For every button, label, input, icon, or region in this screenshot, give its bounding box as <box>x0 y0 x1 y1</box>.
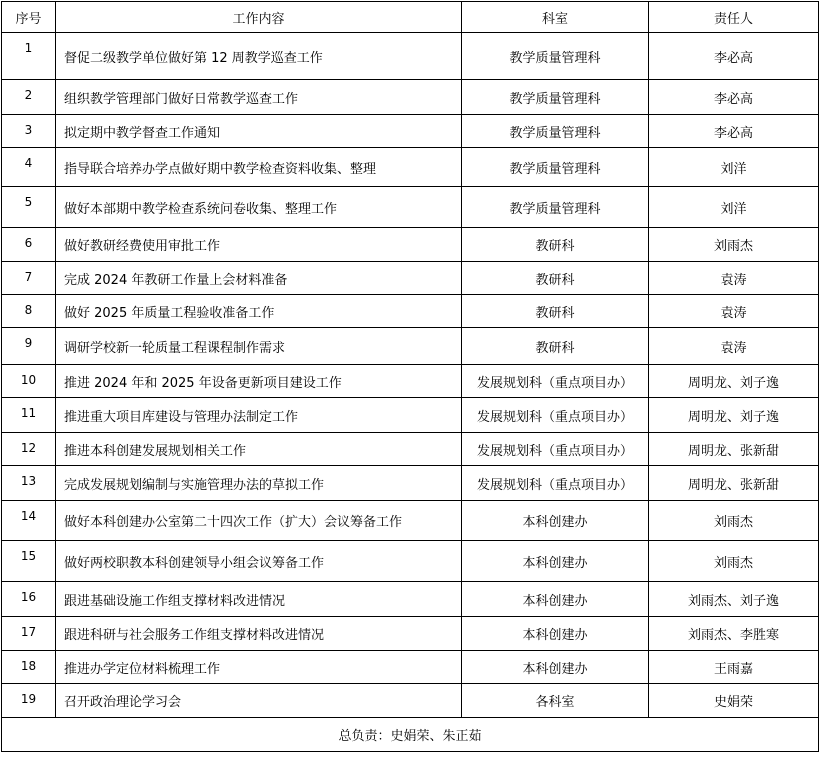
work-content: 做好 2025 年质量工程验收准备工作 <box>56 295 462 328</box>
department: 教研科 <box>462 228 649 262</box>
department: 教学质量管理科 <box>462 187 649 228</box>
department: 各科室 <box>462 684 649 718</box>
department: 本科创建办 <box>462 541 649 582</box>
table-row <box>2 617 819 651</box>
work-content: 跟进基础设施工作组支撑材料改进情况 <box>56 582 462 617</box>
row-number: 15 <box>2 541 56 582</box>
table-row <box>2 228 819 262</box>
department: 发展规划科（重点项目办） <box>462 433 649 466</box>
department: 本科创建办 <box>462 501 649 541</box>
table-row <box>2 433 819 466</box>
row-number: 16 <box>2 582 56 617</box>
table-row <box>2 115 819 148</box>
department: 发展规划科（重点项目办） <box>462 466 649 501</box>
table-row <box>2 80 819 115</box>
responsible-person: 周明龙、张新甜 <box>649 433 819 466</box>
table-body <box>2 33 819 718</box>
work-content: 推进重大项目库建设与管理办法制定工作 <box>56 398 462 433</box>
row-number: 14 <box>2 501 56 541</box>
table-row <box>2 466 819 501</box>
row-number: 6 <box>2 228 56 262</box>
department: 本科创建办 <box>462 617 649 651</box>
work-content: 做好本科创建办公室第二十四次工作（扩大）会议筹备工作 <box>56 501 462 541</box>
responsible-person: 周明龙、张新甜 <box>649 466 819 501</box>
responsible-person: 史娟荣 <box>649 684 819 718</box>
department: 教研科 <box>462 262 649 295</box>
responsible-person: 周明龙、刘子逸 <box>649 365 819 398</box>
table-header-row <box>2 2 819 33</box>
table-row <box>2 262 819 295</box>
row-number: 3 <box>2 115 56 148</box>
work-content: 拟定期中教学督查工作通知 <box>56 115 462 148</box>
work-content: 调研学校新一轮质量工程课程制作需求 <box>56 328 462 365</box>
work-content: 做好教研经费使用审批工作 <box>56 228 462 262</box>
work-content: 召开政治理论学习会 <box>56 684 462 718</box>
work-content: 完成 2024 年教研工作量上会材料准备 <box>56 262 462 295</box>
department: 本科创建办 <box>462 582 649 617</box>
row-number: 8 <box>2 295 56 328</box>
row-number: 9 <box>2 328 56 365</box>
header-dept: 科室 <box>462 2 649 33</box>
table-row <box>2 365 819 398</box>
work-content: 指导联合培养办学点做好期中教学检查资料收集、整理 <box>56 148 462 187</box>
row-number: 11 <box>2 398 56 433</box>
work-content: 做好两校职教本科创建领导小组会议筹备工作 <box>56 541 462 582</box>
footer-row <box>2 718 819 752</box>
department: 教学质量管理科 <box>462 80 649 115</box>
work-content: 推进本科创建发展规划相关工作 <box>56 433 462 466</box>
work-plan-table <box>1 1 819 752</box>
work-content: 督促二级教学单位做好第 12 周教学巡查工作 <box>56 33 462 80</box>
responsible-person: 李必高 <box>649 115 819 148</box>
department: 教学质量管理科 <box>462 148 649 187</box>
work-content: 组织教学管理部门做好日常教学巡查工作 <box>56 80 462 115</box>
row-number: 10 <box>2 365 56 398</box>
department: 教研科 <box>462 295 649 328</box>
table-row <box>2 33 819 80</box>
responsible-person: 刘雨杰 <box>649 228 819 262</box>
responsible-person: 刘雨杰 <box>649 541 819 582</box>
row-number: 7 <box>2 262 56 295</box>
responsible-person: 袁涛 <box>649 262 819 295</box>
responsible-person: 刘洋 <box>649 148 819 187</box>
responsible-person: 袁涛 <box>649 328 819 365</box>
row-number: 1 <box>2 33 56 80</box>
responsible-person: 刘雨杰 <box>649 501 819 541</box>
row-number: 2 <box>2 80 56 115</box>
row-number: 19 <box>2 684 56 718</box>
department: 教学质量管理科 <box>462 115 649 148</box>
department: 发展规划科（重点项目办） <box>462 398 649 433</box>
table-row <box>2 582 819 617</box>
department: 发展规划科（重点项目办） <box>462 365 649 398</box>
row-number: 12 <box>2 433 56 466</box>
table-row <box>2 684 819 718</box>
table-row <box>2 398 819 433</box>
responsible-person: 李必高 <box>649 33 819 80</box>
table-row <box>2 328 819 365</box>
row-number: 13 <box>2 466 56 501</box>
table-row <box>2 651 819 684</box>
header-no: 序号 <box>2 2 56 33</box>
overall-responsible: 总负责：史娟荣、朱正茹 <box>2 718 819 752</box>
responsible-person: 刘洋 <box>649 187 819 228</box>
work-content: 推进 2024 年和 2025 年设备更新项目建设工作 <box>56 365 462 398</box>
table-row <box>2 295 819 328</box>
department: 教研科 <box>462 328 649 365</box>
responsible-person: 周明龙、刘子逸 <box>649 398 819 433</box>
responsible-person: 袁涛 <box>649 295 819 328</box>
department: 本科创建办 <box>462 651 649 684</box>
responsible-person: 王雨嘉 <box>649 651 819 684</box>
row-number: 4 <box>2 148 56 187</box>
work-content: 推进办学定位材料梳理工作 <box>56 651 462 684</box>
work-content: 跟进科研与社会服务工作组支撑材料改进情况 <box>56 617 462 651</box>
table-row <box>2 148 819 187</box>
header-owner: 责任人 <box>649 2 819 33</box>
header-content: 工作内容 <box>56 2 462 33</box>
responsible-person: 李必高 <box>649 80 819 115</box>
row-number: 17 <box>2 617 56 651</box>
responsible-person: 刘雨杰、李胜寒 <box>649 617 819 651</box>
responsible-person: 刘雨杰、刘子逸 <box>649 582 819 617</box>
department: 教学质量管理科 <box>462 33 649 80</box>
work-content: 完成发展规划编制与实施管理办法的草拟工作 <box>56 466 462 501</box>
table-row <box>2 501 819 541</box>
row-number: 5 <box>2 187 56 228</box>
table-row <box>2 541 819 582</box>
row-number: 18 <box>2 651 56 684</box>
work-content: 做好本部期中教学检查系统问卷收集、整理工作 <box>56 187 462 228</box>
table-row <box>2 187 819 228</box>
